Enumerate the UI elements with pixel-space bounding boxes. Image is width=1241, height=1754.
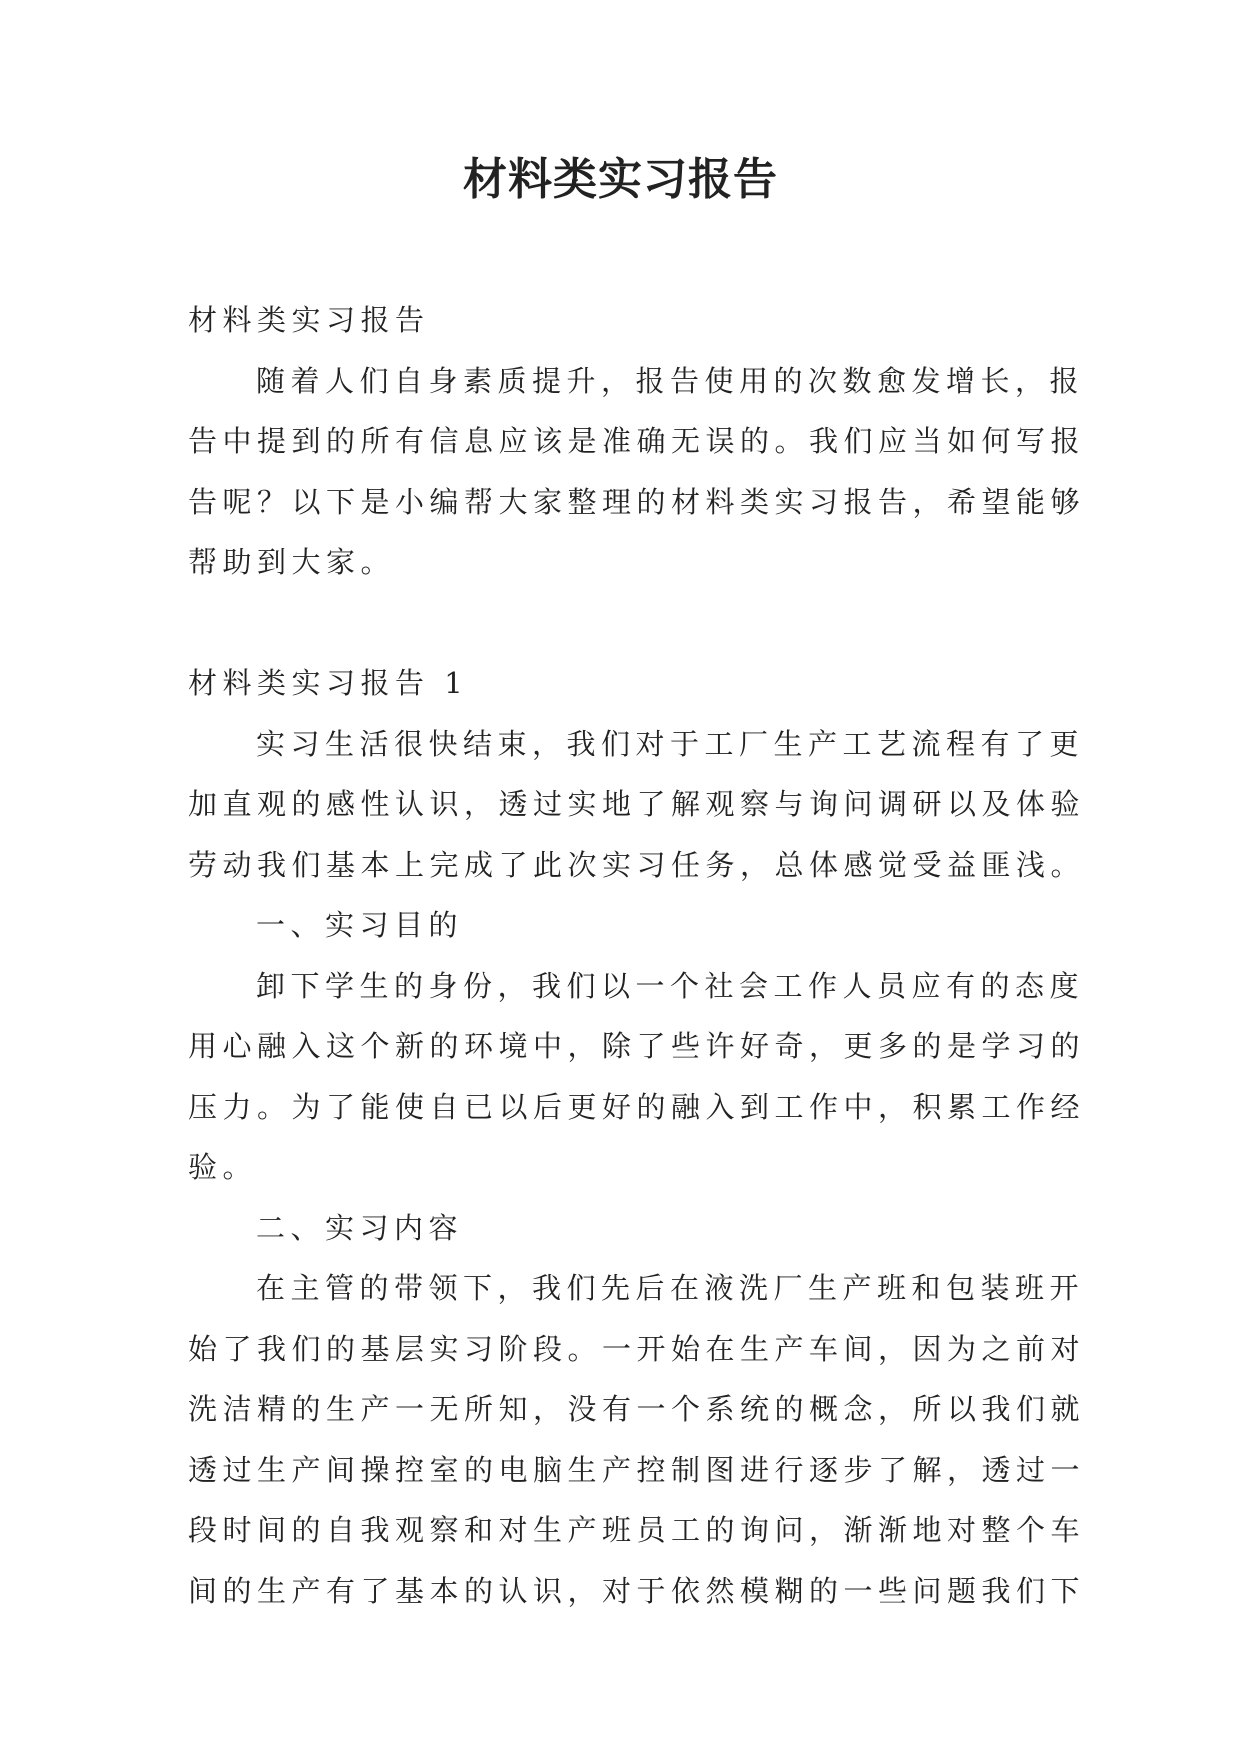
paragraph-gap bbox=[188, 593, 1068, 654]
content-line: 洗洁精的生产一无所知，没有一个系统的概念，所以我们就 bbox=[188, 1392, 1086, 1426]
content-line: 在主管的带领下，我们先后在液洗厂生产班和包装班开 bbox=[256, 1271, 1085, 1305]
content-line: 段时间的自我观察和对生产班员工的询问，渐渐地对整个车 bbox=[188, 1513, 1086, 1547]
document-body bbox=[188, 290, 1086, 1621]
content-line: 透过生产间操控室的电脑生产控制图进行逐步了解，透过一 bbox=[188, 1452, 1086, 1487]
purpose-heading: 一、实习目的 bbox=[256, 908, 464, 942]
intro-line: 告中提到的所有信息应该是准确无误的。我们应当如何写报 bbox=[188, 424, 1086, 458]
content-line: 始了我们的基层实习阶段。一开始在生产车间，因为之前对 bbox=[188, 1331, 1086, 1366]
section1-line: 劳动我们基本上完成了此次实习任务，总体感觉受益匪浅。 bbox=[188, 847, 1086, 882]
content-line: 间的生产有了基本的认识，对于依然模糊的一些问题我们下 bbox=[188, 1573, 1086, 1608]
content-heading: 二、实习内容 bbox=[256, 1210, 464, 1245]
purpose-line: 压力。为了能使自已以后更好的融入到工作中，积累工作经 bbox=[188, 1089, 1086, 1124]
section1-line: 加直观的感性认识，透过实地了解观察与询问调研以及体验 bbox=[188, 787, 1086, 821]
purpose-line: 卸下学生的身份，我们以一个社会工作人员应有的态度 bbox=[256, 968, 1085, 1003]
purpose-line: 验。 bbox=[188, 1150, 258, 1184]
section-heading: 材料类实习报告 1 bbox=[188, 666, 469, 700]
section1-line: 实习生活很快结束，我们对于工厂生产工艺流程有了更 bbox=[256, 726, 1085, 761]
subtitle: 材料类实习报告 bbox=[188, 303, 430, 337]
document-title: 材料类实习报告 bbox=[463, 154, 778, 205]
intro-line: 随着人们自身素质提升，报告使用的次数愈发增长，报 bbox=[256, 363, 1085, 398]
purpose-line: 用心融入这个新的环境中，除了些许好奇，更多的是学习的 bbox=[188, 1029, 1086, 1063]
intro-line: 告呢？以下是小编帮大家整理的材料类实习报告，希望能够 bbox=[188, 484, 1086, 519]
intro-line: 帮助到大家。 bbox=[188, 545, 396, 579]
